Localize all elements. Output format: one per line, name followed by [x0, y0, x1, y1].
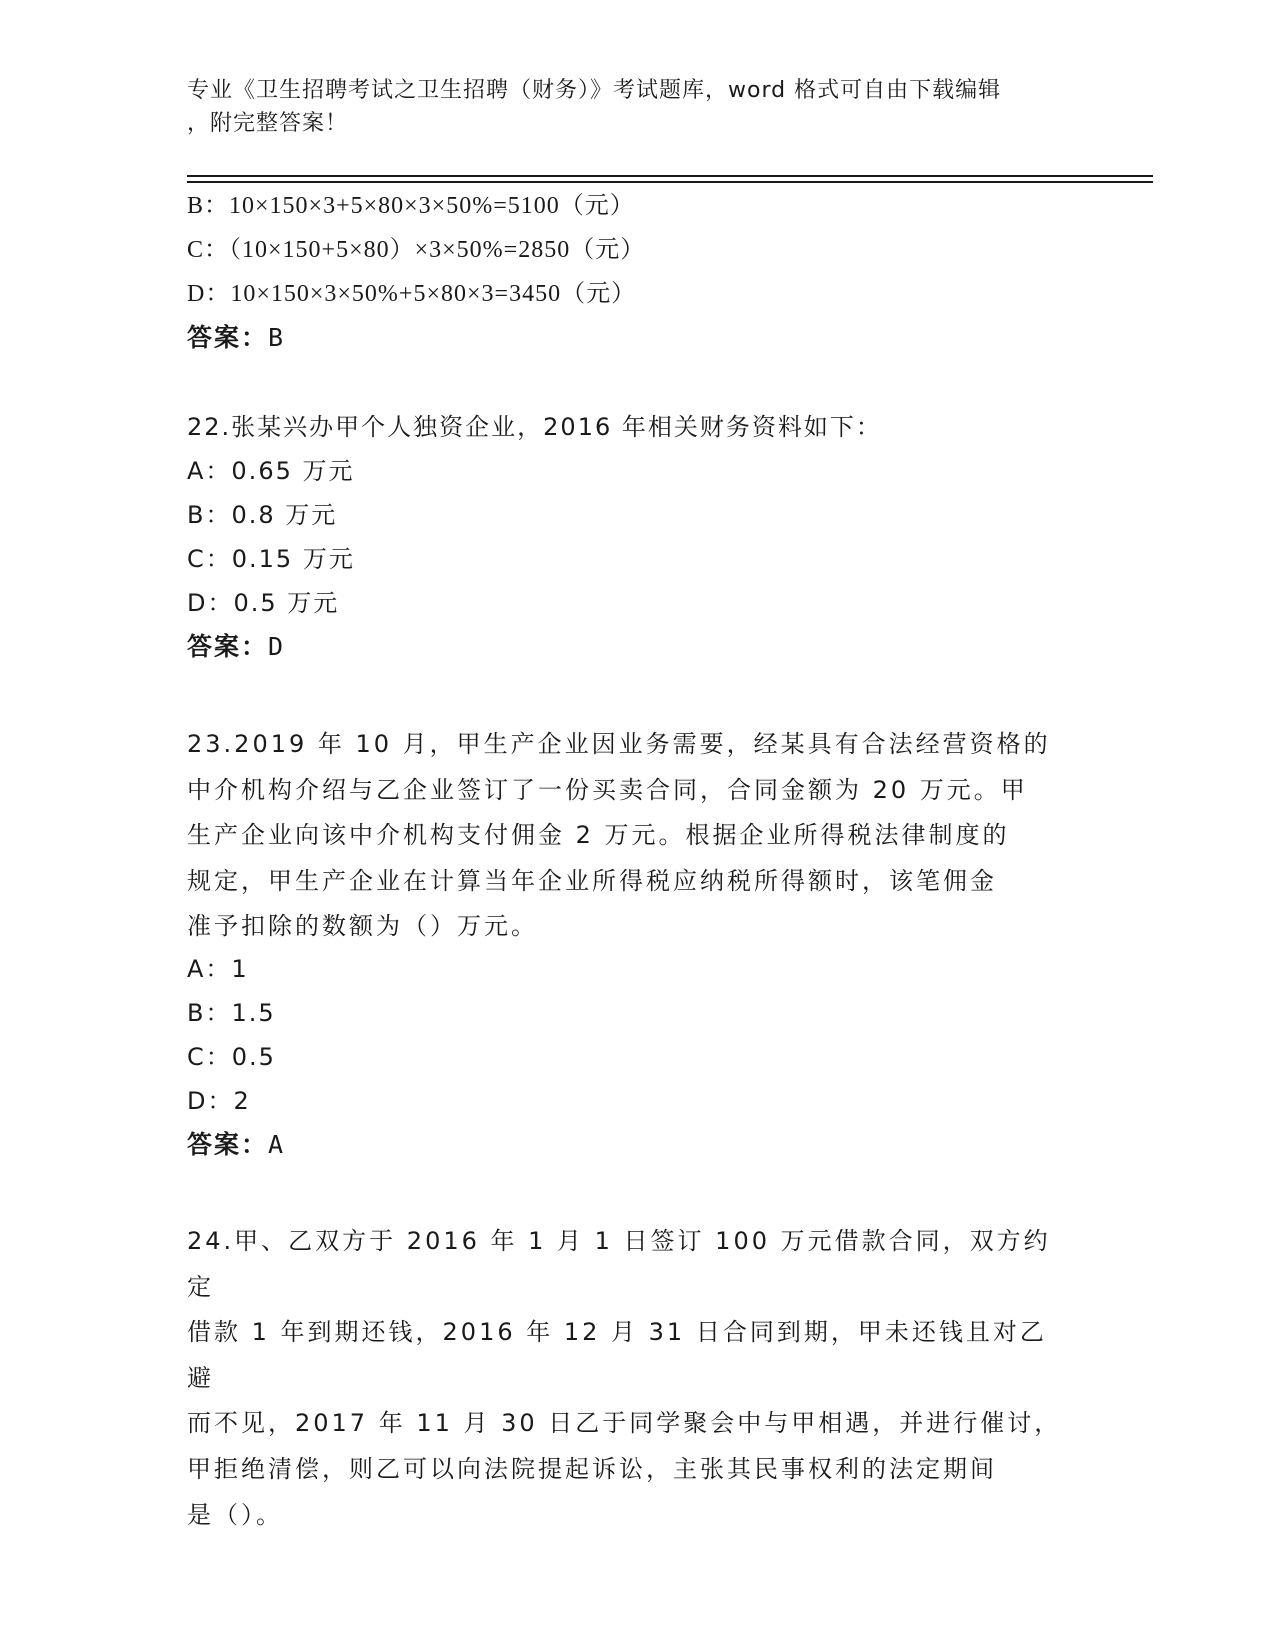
answer-value: A — [268, 1130, 286, 1159]
q22-option-d: D：0.5 万元 — [187, 589, 340, 617]
q23-answer — [187, 1129, 285, 1161]
q21-option-d: D：10×150×3×50%+5×80×3=3450（元） — [187, 281, 637, 307]
q24-question-line: 是（）。 — [187, 1500, 283, 1529]
q21-answer — [187, 322, 285, 354]
q23-question — [187, 722, 1067, 950]
q23-option-a: A：1 — [187, 955, 249, 983]
q22-answer — [187, 631, 285, 663]
q24-question-line: 24.甲、乙双方于 2016 年 1 月 1 日签订 100 万元借款合同，双方约定 — [187, 1227, 1051, 1301]
q24-question-line: 而不见，2017 年 11 月 30 日乙于同学聚会中与甲相遇，并进行催讨， — [187, 1409, 1062, 1438]
q24-question — [187, 1219, 1067, 1538]
q22-option-c: C：0.15 万元 — [187, 545, 355, 573]
q24-question-line: 借款 1 年到期还钱，2016 年 12 月 31 日合同到期，甲未还钱且对乙避 — [187, 1318, 1047, 1392]
page-header — [187, 74, 1087, 140]
q22-option-a: A：0.65 万元 — [187, 457, 355, 485]
answer-label: 答案： — [187, 632, 269, 661]
q24-question-line: 甲拒绝清偿，则乙可以向法院提起诉讼，主张其民事权利的法定期间 — [187, 1454, 997, 1483]
answer-value: D — [268, 632, 286, 661]
q23-question-line: 23.2019 年 10 月，甲生产企业因业务需要，经某具有合法经营资格的 — [187, 730, 1051, 758]
answer-value: B — [268, 323, 286, 352]
q23-question-line: 准予扣除的数额为（）万元。 — [187, 912, 538, 941]
q21-option-b: B：10×150×3+5×80×3×50%=5100（元） — [187, 193, 635, 219]
q23-option-c: C：0.5 — [187, 1043, 276, 1071]
q22-option-b: B：0.8 万元 — [187, 501, 338, 529]
answer-label: 答案： — [187, 1130, 269, 1159]
q23-question-line: 规定，甲生产企业在计算当年企业所得税应纳税所得额时，该笔佣金 — [187, 866, 997, 895]
q23-question-line: 生产企业向该中介机构支付佣金 2 万元。根据企业所得税法律制度的 — [187, 821, 1010, 850]
header-line-1: 专业《卫生招聘考试之卫生招聘（财务）》考试题库，word 格式可自由下载编辑 — [187, 78, 1002, 103]
q21-option-c: C：（10×150+5×80）×3×50%=2850（元） — [187, 237, 646, 263]
header-divider-bottom — [187, 181, 1153, 183]
answer-label: 答案： — [187, 323, 269, 352]
q23-question-line: 中介机构介绍与乙企业签订了一份买卖合同，合同金额为 20 万元。甲 — [187, 775, 1028, 804]
header-line-2: ，附完整答案！ — [187, 111, 349, 136]
q23-option-d: D：2 — [187, 1087, 251, 1115]
q22-question: 22.张某兴办甲个人独资企业，2016 年相关财务资料如下： — [187, 413, 882, 441]
header-divider-top — [187, 175, 1153, 177]
q23-option-b: B：1.5 — [187, 999, 276, 1027]
